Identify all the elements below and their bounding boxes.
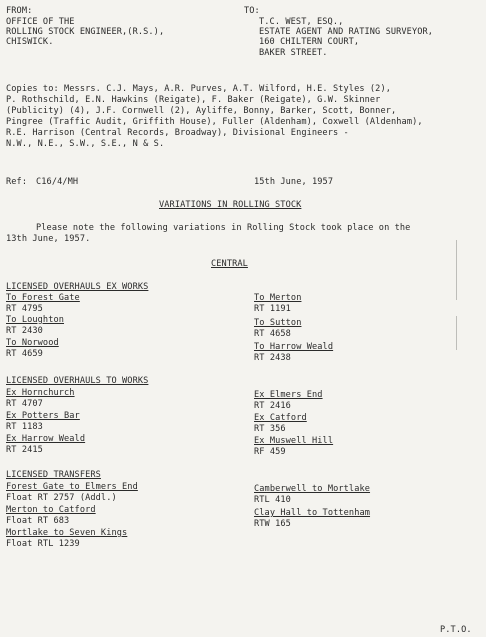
bleed-through-text — [146, 160, 163, 170]
entry-destination: Ex Hornchurch — [6, 388, 75, 398]
entry-vehicle: Float RT 683 — [6, 516, 70, 526]
ref-value: C16/4/MH — [36, 177, 79, 187]
entry-destination: Camberwell to Mortlake — [254, 484, 371, 494]
copies-line: (Publicity) (4), J.F. Cornwell (2), Ayliffe, Bonny, Barker, Scott, Bonner, — [6, 106, 397, 116]
entry-vehicle: RF 459 — [254, 447, 286, 457]
copies-line: Pingree (Traffic Audit, Griffith House), Fuller (Aldenham), Coxwell (Aldenham), — [6, 117, 423, 127]
copies-line: N.W., N.E., S.W., S.E., N & S. — [6, 139, 165, 149]
entry-destination: Ex Muswell Hill — [254, 436, 334, 446]
entry-destination: To Sutton — [254, 318, 302, 328]
entry-vehicle: RT 356 — [254, 424, 286, 434]
entry-destination: Ex Harrow Weald — [6, 434, 86, 444]
entry-vehicle: Float RTL 1239 — [6, 539, 80, 549]
to-label: TO: — [244, 6, 260, 16]
entry-vehicle: RT 1183 — [6, 422, 43, 432]
entry-vehicle: RT 1191 — [254, 304, 291, 314]
group-heading: LICENSED TRANSFERS — [6, 470, 101, 480]
entry-destination: To Loughton — [6, 315, 65, 325]
entry-destination: To Harrow Weald — [254, 342, 334, 352]
page-footer: P.T.O. — [440, 625, 472, 635]
entry-destination: To Forest Gate — [6, 293, 80, 303]
entry-vehicle: RT 4658 — [254, 329, 291, 339]
group-heading: LICENSED OVERHAULS TO WORKS — [6, 376, 149, 386]
from-line: OFFICE OF THE — [6, 17, 75, 27]
to-line: ESTATE AGENT AND RATING SURVEYOR, — [259, 27, 434, 37]
group-heading: LICENSED OVERHAULS EX WORKS — [6, 282, 149, 292]
from-label: FROM: — [6, 6, 33, 16]
entry-vehicle: RT 2438 — [254, 353, 291, 363]
entry-vehicle: RT 2430 — [6, 326, 43, 336]
entry-destination: Ex Potters Bar — [6, 411, 80, 421]
document-title: VARIATIONS IN ROLLING STOCK — [159, 200, 302, 210]
intro-line: 13th June, 1957. — [6, 234, 91, 244]
margin-mark — [456, 240, 457, 300]
intro-line: Please note the following variations in Rolling Stock took place on the — [36, 223, 411, 233]
entry-destination: Clay Hall to Tottenham — [254, 508, 371, 518]
entry-vehicle: RT 2416 — [254, 401, 291, 411]
section-heading: CENTRAL — [211, 259, 248, 269]
copies-line: P. Rothschild, E.N. Hawkins (Reigate), F. Baker (Reigate), G.W. Skinner — [6, 95, 381, 105]
entry-vehicle: RTW 165 — [254, 519, 291, 529]
entry-vehicle: RTL 410 — [254, 495, 291, 505]
ref-label: Ref: — [6, 177, 28, 187]
entry-destination: Merton to Catford — [6, 505, 96, 515]
entry-destination: To Merton — [254, 293, 302, 303]
copies-line: R.E. Harrison (Central Records, Broadway), Divisional Engineers - — [6, 128, 349, 138]
entry-destination: Forest Gate to Elmers End — [6, 482, 138, 492]
from-line: ROLLING STOCK ENGINEER,(R.S.), — [6, 27, 165, 37]
entry-vehicle: RT 4795 — [6, 304, 43, 314]
document-date: 15th June, 1957 — [254, 177, 334, 187]
to-line: T.C. WEST, ESQ., — [259, 17, 344, 27]
entry-vehicle: RT 4659 — [6, 349, 43, 359]
to-line: BAKER STREET. — [259, 48, 328, 58]
to-line: 160 CHILTERN COURT, — [259, 37, 360, 47]
margin-mark — [456, 316, 457, 350]
entry-destination: Ex Catford — [254, 413, 307, 423]
entry-vehicle: RT 2415 — [6, 445, 43, 455]
entry-vehicle: Float RT 2757 (Addl.) — [6, 493, 117, 503]
entry-destination: To Norwood — [6, 338, 59, 348]
copies-line: Copies to: Messrs. C.J. Mays, A.R. Purves, A.T. Wilford, H.E. Styles (2), — [6, 84, 391, 94]
from-line: CHISWICK. — [6, 37, 54, 47]
entry-destination: Ex Elmers End — [254, 390, 323, 400]
entry-destination: Mortlake to Seven Kings — [6, 528, 128, 538]
entry-vehicle: RT 4707 — [6, 399, 43, 409]
